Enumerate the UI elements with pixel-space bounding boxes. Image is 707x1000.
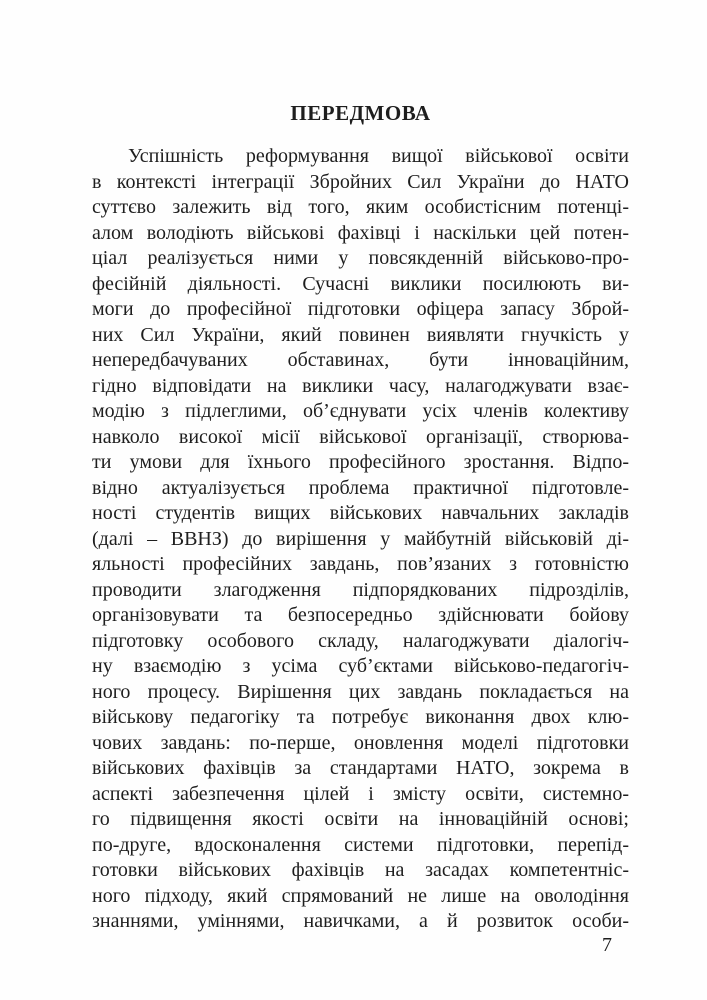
paragraph-line: знаннями, уміннями, навичками, а й розвиток особи- bbox=[92, 910, 629, 932]
paragraph-line: гідно відповідати на виклики часу, налагоджувати взає- bbox=[92, 374, 629, 397]
paragraph-line: військову педагогіку та потребує виконання двох клю- bbox=[92, 706, 629, 728]
paragraph-line: яльності професійних завдань, пов’язаних з готовністю bbox=[92, 553, 629, 575]
paragraph-line: суттєво залежить від того, яким особистісним потенці- bbox=[92, 196, 629, 218]
paragraph-line: аспекті забезпечення цілей і змісту освіти, системно- bbox=[92, 782, 629, 805]
paragraph-line: в контексті інтеграції Збройних Сил України до НАТО bbox=[92, 170, 629, 193]
paragraph-line: моги до професійної підготовки офіцера запасу Зброй- bbox=[92, 298, 629, 320]
paragraph-line: непередбачуваних обставинах, бути інноваційним, bbox=[92, 349, 629, 371]
page-title: ПЕРЕДМОВА bbox=[290, 101, 431, 125]
paragraph-line: ти умови для їхнього професійного зростання. Відпо- bbox=[92, 451, 629, 473]
paragraph-line: ного підходу, який спрямований не лише на оволодіння bbox=[92, 884, 629, 907]
paragraph-line: ного процесу. Вирішення цих завдань покладається на bbox=[92, 680, 629, 703]
page-number: 7 bbox=[602, 934, 612, 956]
paragraph-line: ності студентів вищих військових навчальних закладів bbox=[92, 502, 629, 524]
paragraph-line: фесійній діяльності. Сучасні виклики посилюють ви- bbox=[92, 272, 629, 295]
paragraph-line: (далі – ВВНЗ) до вирішення у майбутній військовій ді- bbox=[92, 527, 629, 550]
paragraph-line: по-друге, вдосконалення системи підготовки, перепід- bbox=[92, 833, 629, 856]
paragraph-line: ціал реалізується ними у повсякденній військово-про- bbox=[92, 247, 629, 269]
paragraph-line: проводити злагодження підпорядкованих підрозділів, bbox=[92, 578, 629, 601]
paragraph-line: чових завдань: по-перше, оновлення моделі підготовки bbox=[92, 731, 629, 754]
paragraph-line: готовки військових фахівців на засадах компетентніс- bbox=[92, 859, 629, 881]
paragraph-line: них Сил України, який повинен виявляти гнучкість у bbox=[92, 323, 629, 346]
paragraph-line: модію з підлеглими, об’єднувати усіх членів колективу bbox=[92, 400, 629, 422]
paragraph-line: підготовку особового складу, налагоджувати діалогіч- bbox=[92, 629, 629, 652]
paragraph-line: Успішність реформування вищої військової освіти bbox=[128, 145, 629, 167]
paragraph-line: організовувати та безпосередньо здійснювати бойову bbox=[92, 604, 629, 626]
paragraph-line: алом володіють військові фахівці і наскільки цей потен- bbox=[92, 221, 629, 244]
paragraph-line: го підвищення якості освіти на інноваційній основі; bbox=[92, 808, 629, 830]
paragraph-line: ну взаємодію з усіма суб’єктами військово-педагогіч- bbox=[92, 655, 629, 677]
paragraph-line: відно актуалізується проблема практичної підготовле- bbox=[92, 476, 629, 499]
paragraph-line: навколо високої місії військової організації, створюва- bbox=[92, 425, 629, 448]
preface-paragraph bbox=[92, 144, 629, 935]
paragraph-line: військових фахівців за стандартами НАТО, зокрема в bbox=[92, 757, 629, 779]
